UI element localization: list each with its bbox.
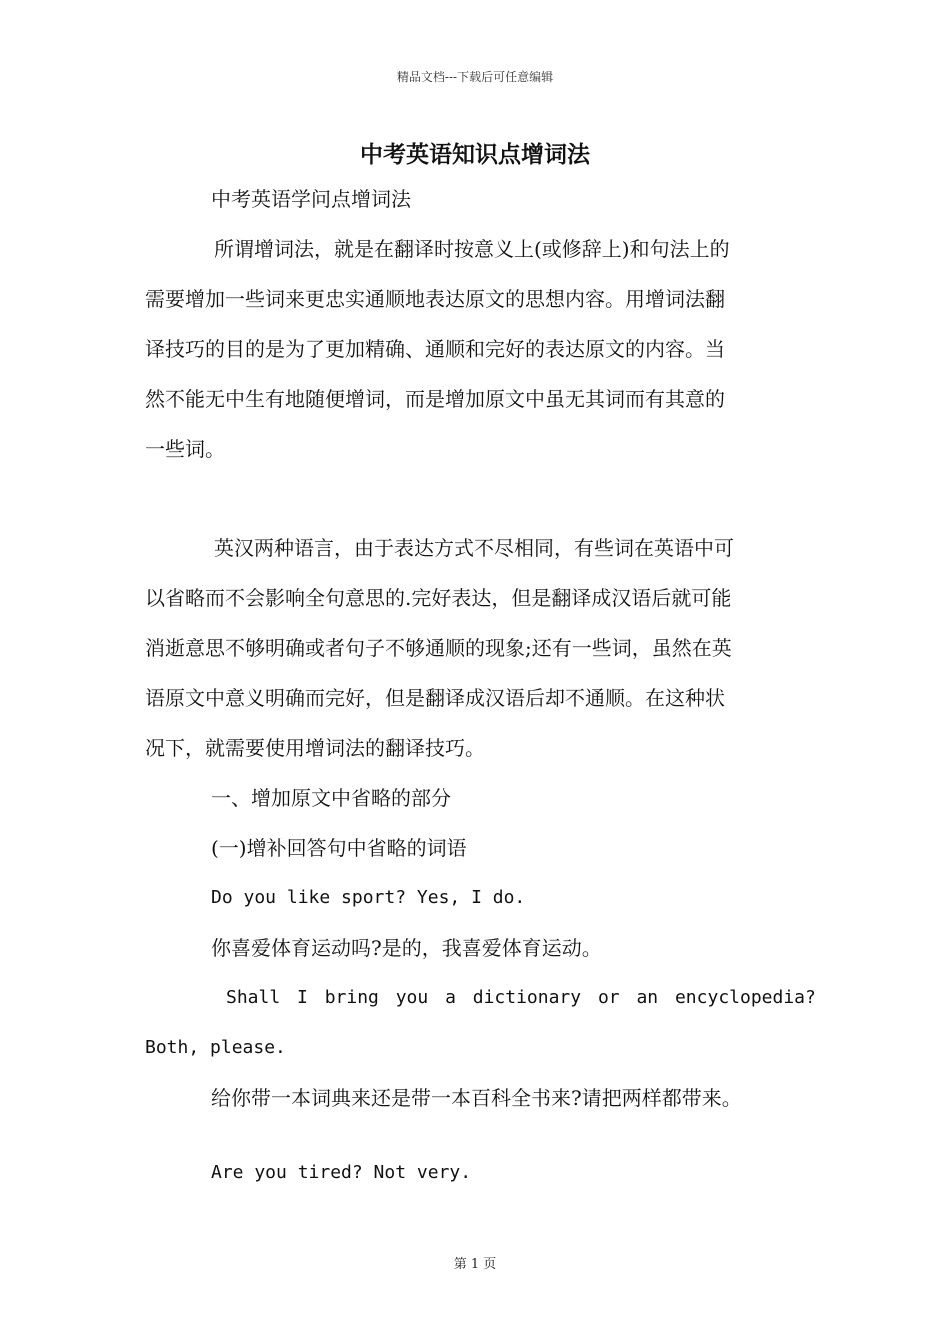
example2-chinese: 给你带一本词典来还是带一本百科全书来?请把两样都带来。	[211, 1086, 742, 1110]
paragraph2-line-3: 消逝意思不够明确或者句子不够通顺的现象;还有一些词，虽然在英	[145, 636, 732, 660]
paragraph1-line-1: 所谓增词法，就是在翻译时按意义上(或修辞上)和句法上的	[214, 237, 730, 261]
subsection-heading: (一)增补回答句中省略的词语	[211, 836, 467, 860]
example3-english: Are you tired? Not very.	[211, 1162, 472, 1183]
page-footer: 第 1 页	[453, 1257, 497, 1272]
paragraph1-line-3: 译技巧的目的是为了更加精确、通顺和完好的表达原文的内容。当	[145, 337, 725, 361]
example2-english-line-2: Both, please.	[145, 1037, 286, 1058]
paragraph1-line-4: 然不能无中生有地随便增词，而是增加原文中虽无其词而有其意的	[145, 387, 725, 411]
section-heading: 一、增加原文中省略的部分	[211, 786, 451, 810]
paragraph2-line-5: 况下，就需要使用增词法的翻译技巧。	[145, 736, 485, 760]
paragraph2-line-1: 英汉两种语言，由于表达方式不尽相同，有些词在英语中可	[214, 536, 734, 560]
paragraph2-line-4: 语原文中意义明确而完好，但是翻译成汉语后却不通顺。在这种状	[145, 686, 725, 710]
page-title: 中考英语知识点增词法	[360, 141, 590, 168]
paragraph1-line-2: 需要增加一些词来更忠实通顺地表达原文的思想内容。用增词法翻	[145, 287, 725, 311]
page-header: 精品文档---下载后可任意编辑	[396, 70, 554, 84]
paragraph1-line-5: 一些词。	[145, 437, 225, 461]
example1-english: Do you like sport? Yes, I do.	[211, 887, 526, 908]
paragraph2-line-2: 以省略而不会影响全句意思的.完好表达，但是翻译成汉语后就可能	[145, 586, 732, 610]
subtitle: 中考英语学问点增词法	[211, 187, 411, 211]
example1-chinese: 你喜爱体育运动吗?是的，我喜爱体育运动。	[211, 936, 602, 960]
example2-english-line-1: Shall I bring you a dictionary or an encyclopedia?	[226, 987, 816, 1008]
